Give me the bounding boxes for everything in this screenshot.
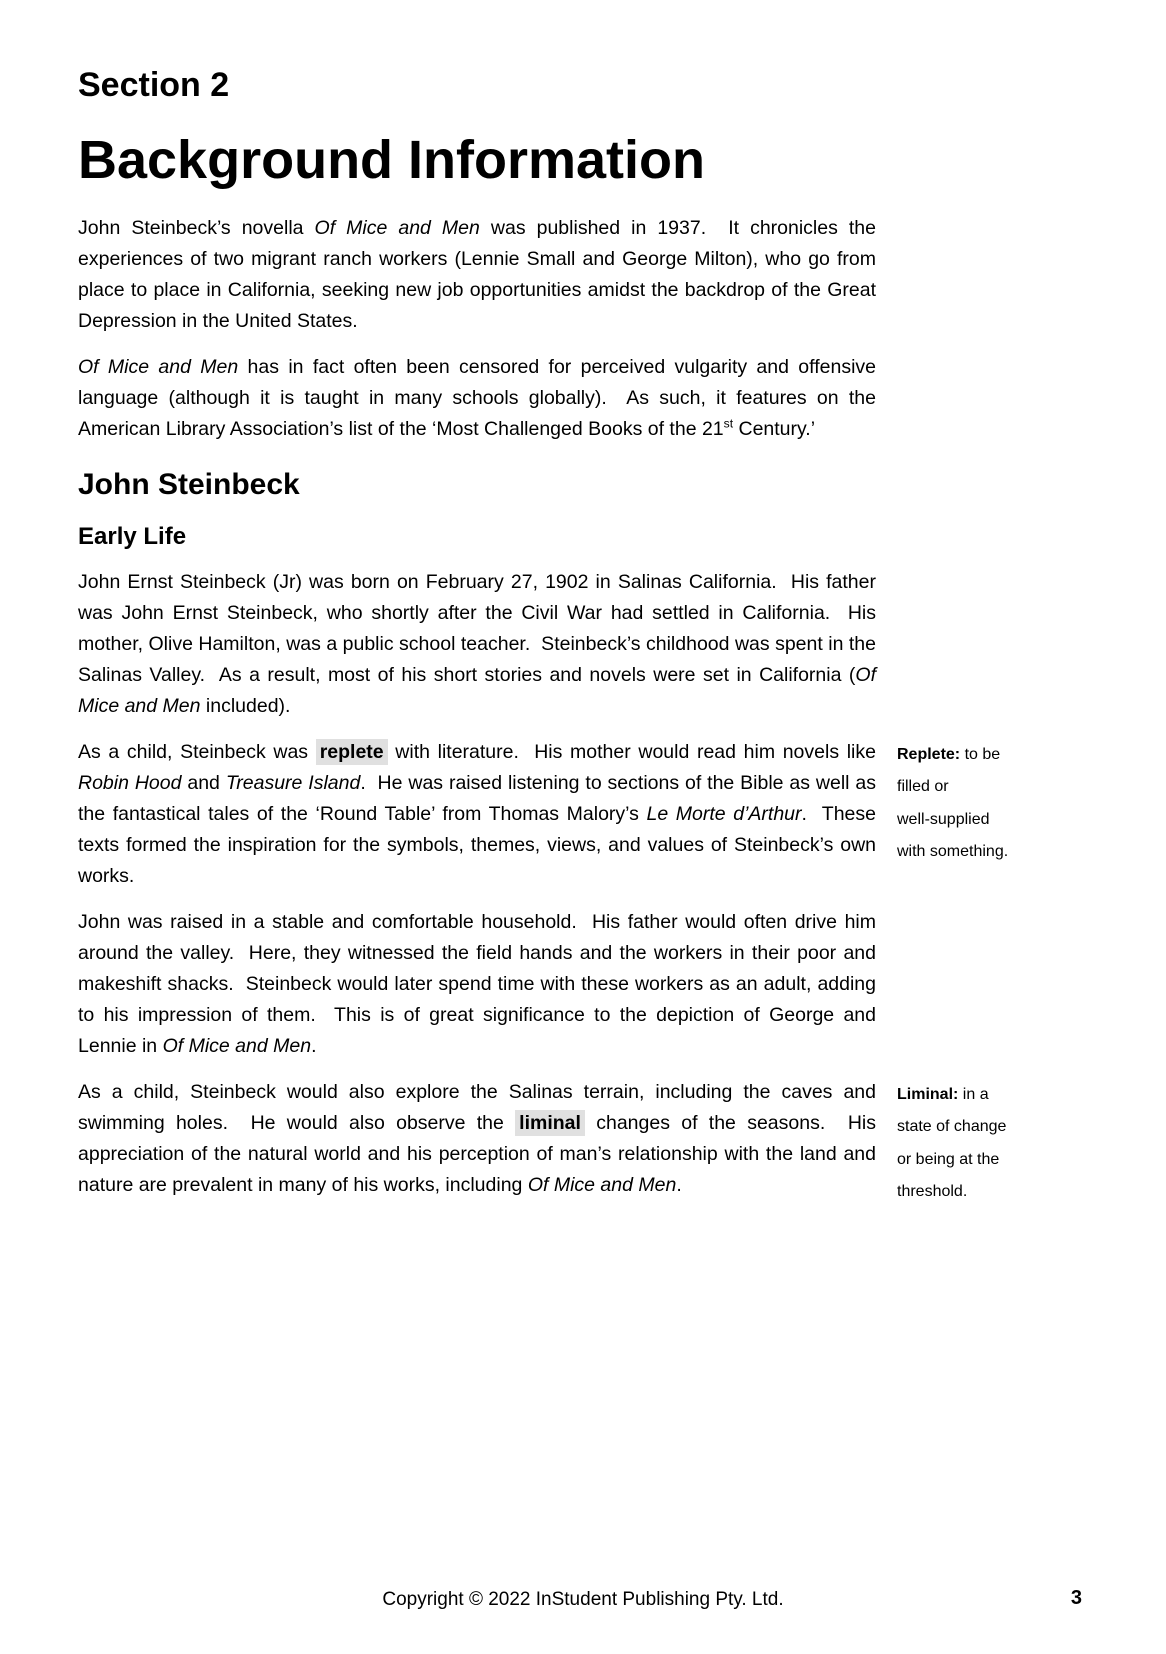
italic-title-text: Of Mice and Men	[314, 217, 480, 240]
paragraph-replete-literature	[78, 737, 1009, 892]
text-run: .	[311, 1034, 317, 1057]
text-run: . These texts formed the inspiration for the symbols, themes, views, and values of Steinbeck’s own works.	[78, 802, 876, 887]
text-run: or being at the	[897, 1150, 1000, 1168]
margin-note-line	[897, 1111, 1062, 1144]
italic-title-text: Of Mice and Men	[78, 356, 239, 379]
italic-title-text: Of Mice and Men	[78, 663, 876, 717]
italic-title-text: Le Morte d’Arthur	[646, 802, 802, 825]
text-run: filled or	[897, 778, 949, 796]
section-label: Section 2	[78, 66, 230, 104]
paragraph-censorship	[78, 352, 876, 445]
copyright-text: Copyright © 2022 InStudent Publishing Pty. Ltd.	[382, 1589, 784, 1610]
text-run: John Steinbeck’s novella	[78, 217, 315, 240]
margin-note-line	[897, 804, 1062, 837]
text-run: As a child, Steinbeck would also explore the Salinas terrain, including the caves and swimming holes. He would also observe the	[78, 1080, 876, 1134]
text-run: to be	[960, 745, 1001, 763]
margin-note-line	[897, 1144, 1062, 1177]
text-run: John Ernst Steinbeck (Jr) was born on February 27, 1902 in Salinas California. His father was John Ernst Steinbeck, who shortly after the Civil War had settled in California. His mother, Olive Hamilton, was a public school teacher. Steinbeck’s childhood was spent in the Salinas Valley. As a result, most of his short stories and novels were set in California (	[78, 570, 876, 686]
margin-note-line	[897, 1176, 1062, 1209]
vocab-term-highlight: replete	[316, 739, 388, 765]
vocab-term-highlight: liminal	[515, 1110, 585, 1136]
text-run: As a child, Steinbeck was	[78, 740, 316, 763]
italic-title-text: Treasure Island	[225, 771, 361, 794]
italic-title-text: Robin Hood	[78, 771, 182, 794]
text-run: Century.’	[733, 418, 816, 441]
bold-text: Replete:	[897, 745, 961, 763]
paragraph-novella-intro	[78, 213, 876, 337]
text-run: well-supplied	[897, 810, 990, 828]
main-column	[78, 66, 1009, 1201]
margin-note-replete	[897, 739, 1062, 869]
text-run: was published in 1937. It chronicles the experiences of two migrant ranch workers (Lennie Small and George Milton), who go from place to place in California, seeking new job opportunities amidst the backdrop of the Great Depression in the United States.	[78, 217, 876, 333]
italic-title-text: Of Mice and Men	[527, 1173, 677, 1196]
margin-note-liminal	[897, 1079, 1062, 1209]
margin-note-line	[897, 836, 1062, 869]
text-run: .	[676, 1173, 682, 1196]
text-run: and	[181, 771, 226, 794]
page-number: 3	[1070, 1587, 1082, 1609]
paragraph-salinas-terrain	[78, 1077, 1007, 1201]
paragraph-stable-household	[78, 907, 876, 1062]
text-run: . He was raised listening to sections of the Bible as well as the fantastical tales of the ‘Round Table’ from Thomas Malory’s	[78, 771, 876, 825]
superscript-text: st	[723, 416, 734, 431]
text-run: changes of the seasons. His appreciation of the natural world and his perception of man’s relationship with the land and nature are prevalent in many of his works, including	[78, 1111, 876, 1196]
margin-note-line	[897, 739, 1062, 772]
heading-john-steinbeck: John Steinbeck	[78, 468, 300, 502]
text-run: with something.	[897, 843, 1009, 861]
bold-text: Liminal:	[897, 1085, 959, 1103]
margin-note-line	[897, 1079, 1062, 1112]
text-run: has in fact often been censored for perceived vulgarity and offensive language (although it is taught in many schools globally). As such, it features on the American Library Association’s list of the ‘Most Challenged Books of the 21	[78, 356, 876, 441]
margin-note-line	[897, 771, 1062, 804]
text-run: state of change	[897, 1118, 1007, 1136]
text-run: with literature. His mother would read him novels like	[387, 740, 876, 763]
page-title: Background Information	[78, 130, 706, 191]
italic-title-text: Of Mice and Men	[162, 1034, 312, 1057]
text-run: threshold.	[897, 1183, 968, 1201]
heading-early-life: Early Life	[78, 523, 187, 551]
text-run: included).	[200, 694, 291, 717]
text-run: John was raised in a stable and comfortable household. His father would often drive him around the valley. Here, they witnessed the field hands and the workers in their poor and makeshift shacks. Steinbeck would later spend time with these workers as an adult, adding to his impression of them. This is of great significance to the depiction of George and Lennie in	[78, 910, 876, 1057]
page-footer	[0, 1588, 1166, 1612]
paragraph-birth-family	[78, 567, 876, 722]
text-run: in a	[958, 1085, 989, 1103]
